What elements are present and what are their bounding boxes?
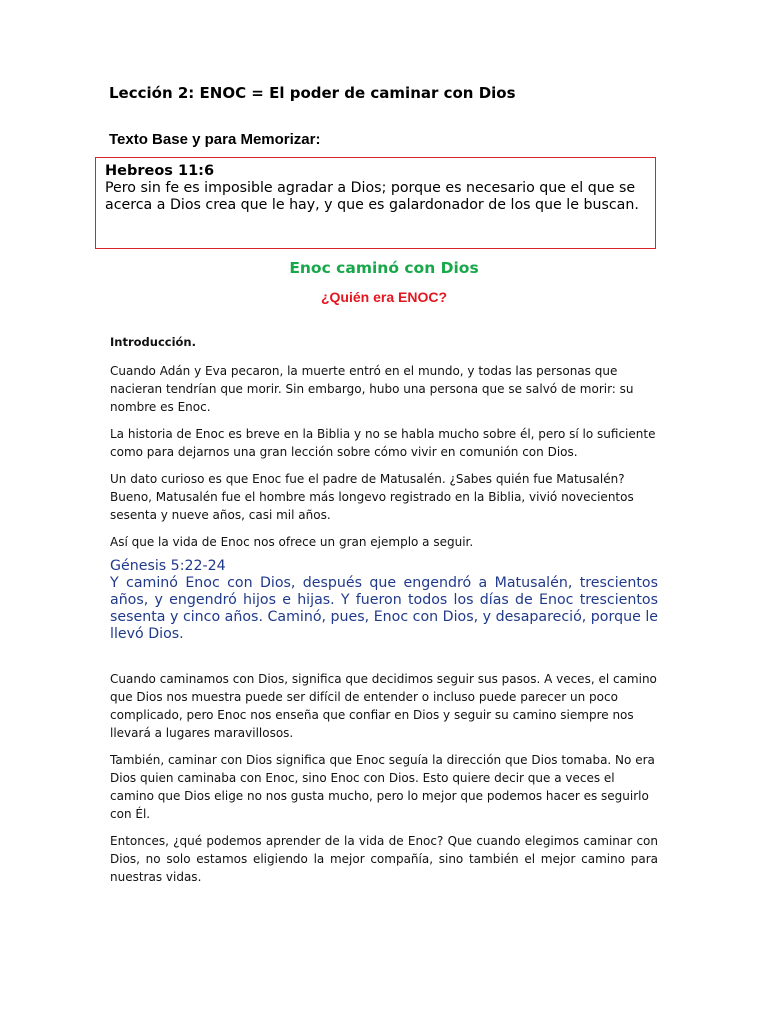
genesis-passage [110, 558, 658, 643]
lesson-title: Lección 2: ENOC = El poder de caminar con Dios [109, 84, 516, 102]
base-text-heading: Texto Base y para Memorizar: [109, 131, 321, 148]
closing-paragraph: Entonces, ¿qué podemos aprender de la vida de Enoc? Que cuando elegimos caminar con Dios, no solo estamos eligiendo la mejor compañía, sino también el mejor camino para nuestras vidas. [110, 834, 658, 884]
genesis-text: Y caminó Enoc con Dios, después que engendró a Matusalén, trescientos años, y engendró hijos e hijas. Y fueron todos los días de Enoc trescientos sesenta y cinco años. Caminó, pues, Enoc con Dios, y desapareció, porque le llevó Dios. [110, 575, 658, 642]
intro-paragraph: Cuando Adán y Eva pecaron, la muerte entró en el mundo, y todas las personas que nacieran tendrían que morir. Sin embargo, hubo una persona que se salvó de morir: su nombre es Enoc. [110, 364, 634, 414]
memory-verse-box [95, 157, 656, 249]
closing-section [110, 670, 658, 886]
verse-reference: Hebreos 11:6 [105, 163, 215, 179]
main-heading: Enoc caminó con Dios [289, 259, 479, 277]
introduction-label: Introducción. [110, 335, 196, 349]
closing-paragraph: También, caminar con Dios significa que Enoc seguía la dirección que Dios tomaba. No era Dios quien caminaba con Enoc, sino Enoc con Dios. Esto quiere decir que a veces el camino que Dios elige no nos gusta mucho, pero lo mejor que podemos hacer es seguirlo con Él. [110, 753, 655, 821]
intro-paragraph: Así que la vida de Enoc nos ofrece un gran ejemplo a seguir. [110, 535, 474, 549]
introduction-section [110, 333, 658, 551]
sub-heading: ¿Quién era ENOC? [320, 289, 448, 305]
genesis-reference: Génesis 5:22-24 [110, 558, 226, 574]
intro-paragraph: La historia de Enoc es breve en la Biblia y no se habla mucho sobre él, pero sí lo suficiente como para dejarnos una gran lección sobre cómo vivir en comunión con Dios. [110, 427, 656, 459]
intro-paragraph: Un dato curioso es que Enoc fue el padre de Matusalén. ¿Sabes quién fue Matusalén? Bueno, Matusalén fue el hombre más longevo registrado en la Biblia, vivió novecientos sesenta y nueve años, casi mil años. [110, 472, 634, 522]
verse-text: Pero sin fe es imposible agradar a Dios; porque es necesario que el que se acerca a Dios crea que le hay, y que es galardonador de los que le buscan. [105, 180, 639, 213]
closing-paragraph: Cuando caminamos con Dios, significa que decidimos seguir sus pasos. A veces, el camino que Dios nos muestra puede ser difícil de entender o incluso puede parecer un poco complicado, pero Enoc nos enseña que confiar en Dios y seguir su camino siempre nos llevará a lugares maravillosos. [110, 672, 657, 740]
